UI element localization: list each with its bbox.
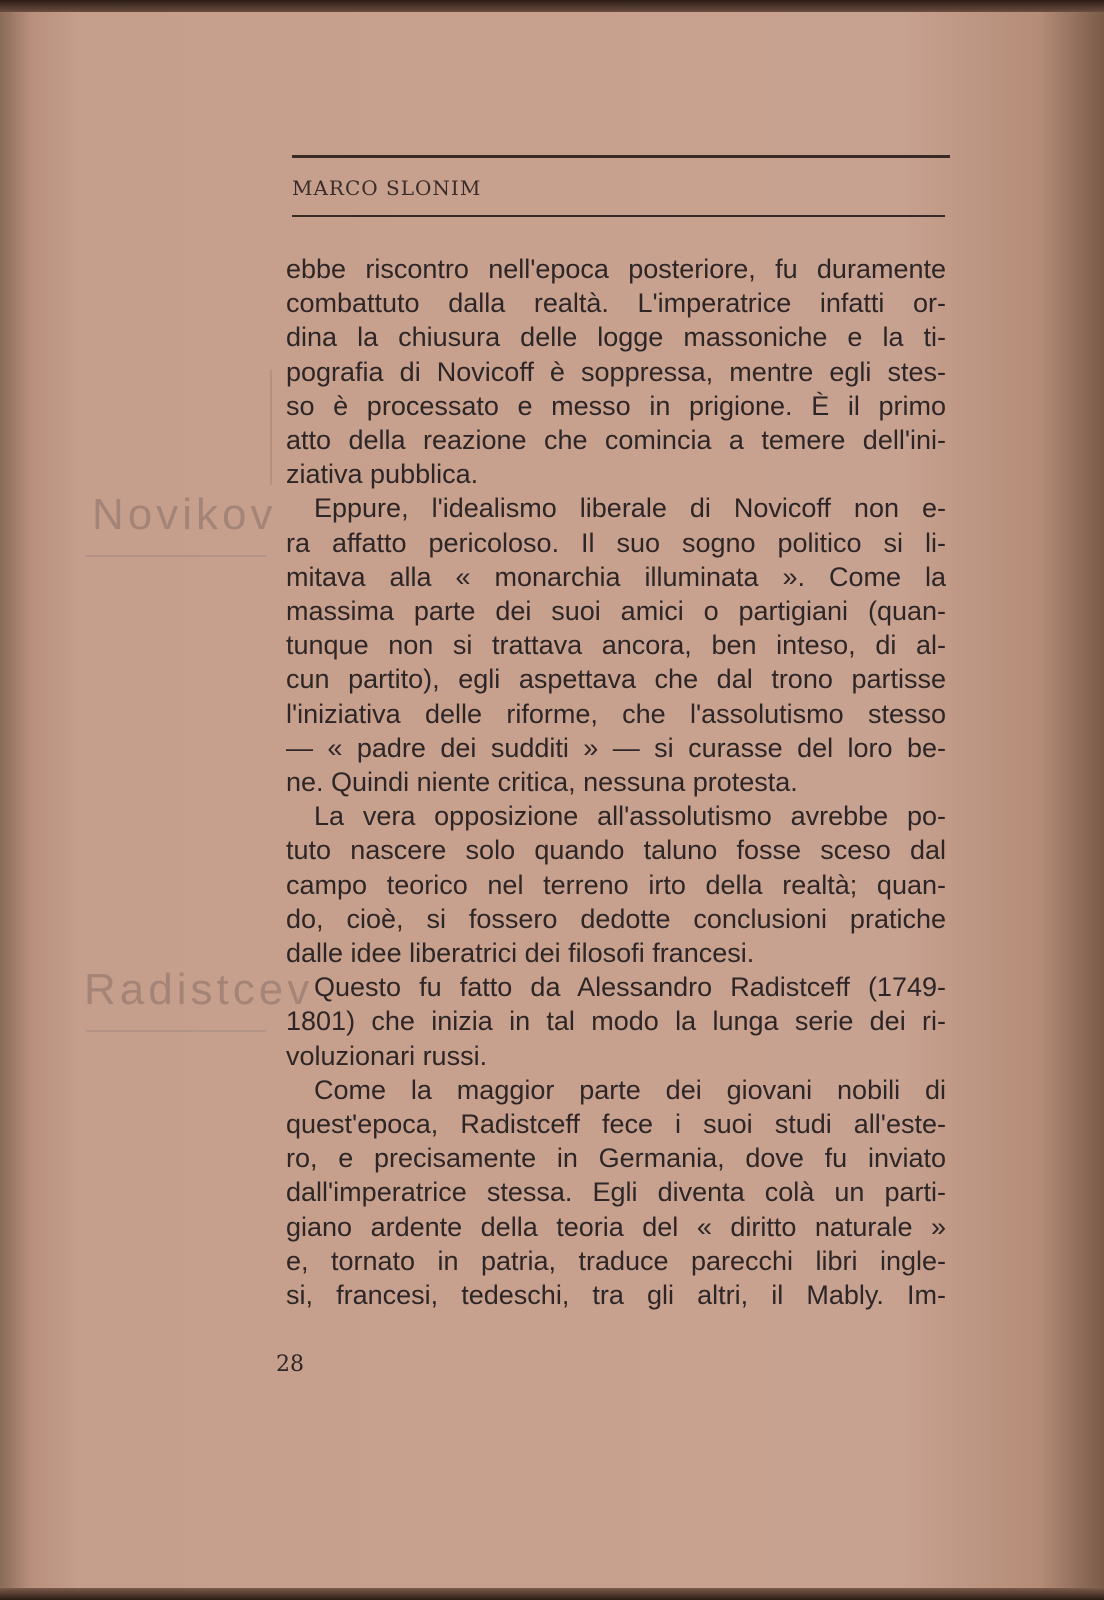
text-line: voluzionari russi.: [286, 1040, 488, 1071]
text-line: 1801) che inizia in tal modo la lunga serie dei ri-: [286, 1006, 946, 1037]
text-line: si, francesi, tedeschi, tra gli altri, il Mably. Im-: [286, 1280, 946, 1311]
body-text: [286, 252, 946, 1312]
page-number: 28: [276, 1352, 304, 1377]
text-line: Come la maggior parte dei giovani nobili di: [314, 1074, 946, 1105]
running-head: MARCO SLONIM: [292, 176, 482, 200]
page-top-edge: [0, 0, 1104, 12]
text-line: Questo fu fatto da Alessandro Radistceff (1749-: [314, 972, 946, 1003]
text-line: e, tornato in patria, traduce parecchi libri ingle-: [286, 1245, 946, 1276]
text-line: atto della reazione che comincia a temere dell'ini-: [286, 425, 946, 456]
text-line: giano ardente della teoria del « diritto naturale »: [286, 1211, 946, 1242]
text-line: La vera opposizione all'assolutismo avrebbe po-: [314, 801, 946, 832]
header-rule-top: [292, 155, 950, 158]
text-line: so è processato e messo in prigione. È il primo: [286, 390, 946, 421]
text-line: dalle idee liberatrici dei filosofi francesi.: [286, 938, 755, 969]
text-line: mitava alla « monarchia illuminata ». Come la: [286, 561, 946, 592]
text-line: ebbe riscontro nell'epoca posteriore, fu duramente: [286, 254, 946, 284]
header-rule-bottom: [292, 215, 945, 217]
page-bottom-edge: [0, 1588, 1104, 1600]
text-line: — « padre dei sudditi » — si curasse del loro be-: [286, 732, 946, 763]
margin-note-novikov: Novikov: [92, 490, 277, 539]
text-line: combattuto dalla realtà. L'imperatrice infatti or-: [286, 288, 946, 319]
text-line: pografia di Novicoff è soppressa, mentre egli stes-: [286, 356, 946, 387]
text-line: l'iniziativa delle riforme, che l'assolutismo stesso: [286, 698, 946, 729]
text-line: campo teorico nel terreno irto della realtà; quan-: [286, 869, 946, 900]
text-line: dall'imperatrice stessa. Egli diventa colà un parti-: [286, 1177, 946, 1208]
text-line: ziativa pubblica.: [286, 459, 479, 490]
text-line: dina la chiusura delle logge massoniche e la ti-: [286, 322, 946, 353]
text-line: Eppure, l'idealismo liberale di Novicoff non e-: [314, 493, 946, 524]
text-line: ro, e precisamente in Germania, dove fu inviato: [286, 1143, 946, 1174]
text-line: ra affatto pericoloso. Il suo sogno politico si li-: [286, 527, 946, 558]
text-line: quest'epoca, Radistceff fece i suoi studi all'este-: [286, 1109, 946, 1140]
text-line: do, cioè, si fossero dedotte conclusioni pratiche: [286, 903, 946, 934]
margin-note-underline: [86, 1030, 266, 1032]
text-line: cun partito), egli aspettava che dal trono partisse: [286, 664, 946, 695]
text-line: ne. Quindi niente critica, nessuna protesta.: [286, 767, 798, 798]
text-line: tunque non si trattava ancora, ben inteso, di al-: [286, 630, 946, 661]
margin-note-radistcev: Radistcev: [84, 965, 314, 1014]
margin-note-underline: [86, 555, 266, 557]
text-line: massima parte dei suoi amici o partigiani (quan-: [286, 596, 946, 627]
text-line: tuto nascere solo quando taluno fosse sceso dal: [286, 835, 946, 866]
margin-pencil-mark: [270, 370, 272, 485]
